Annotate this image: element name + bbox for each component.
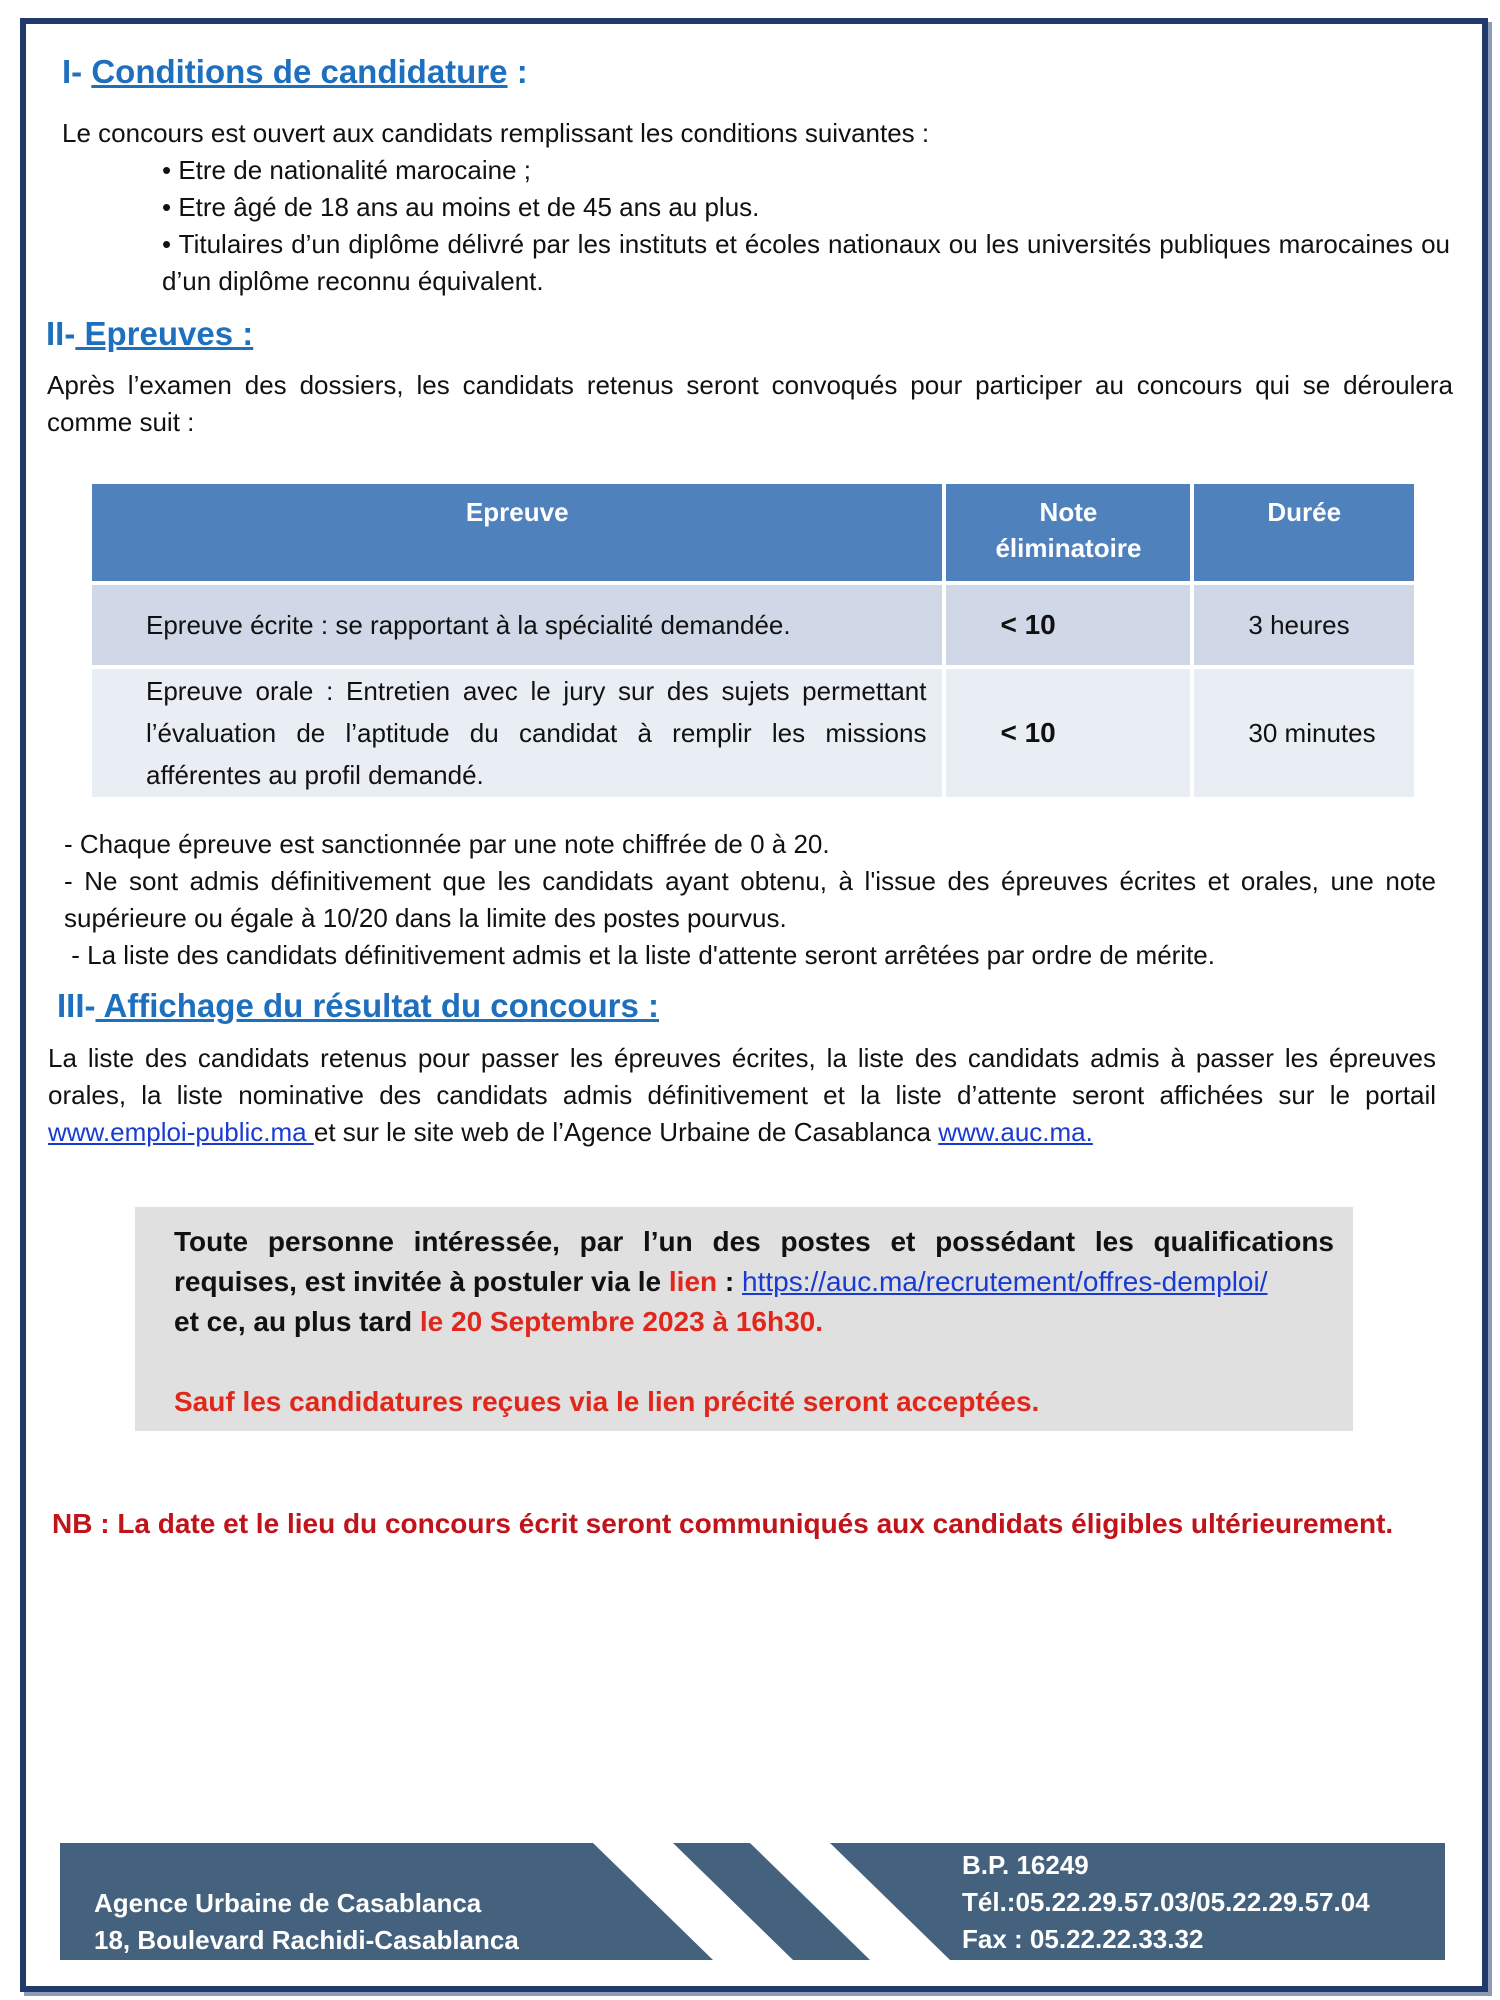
callout-colon: : [717, 1266, 743, 1297]
section-2-prefix: II- [46, 315, 76, 352]
note-ranking: - La liste des candidats définitivement admis et la liste d'attente seront arrêtées par ordre de mérite. [64, 940, 1215, 970]
section-3-text-before: La liste des candidats retenus pour passer les épreuves écrites, la liste des candidats admis à passer les épreuves orales, la liste nominative des candidats admis définitivement et la liste d’attente seront affichées sur le portail [48, 1043, 1436, 1110]
cell-note: < 10 [946, 585, 1190, 665]
section-1-suffix: : [507, 53, 528, 90]
condition-age: • Etre âgé de 18 ans au moins et de 45 ans au plus. [162, 192, 760, 222]
emploi-public-link[interactable]: www.emploi-public.ma [48, 1117, 314, 1147]
table-row [92, 669, 1414, 797]
footer-stripe-2 [750, 1843, 950, 1960]
cell-epreuve: Epreuve orale : Entretien avec le jury sur des sujets permettant l’évaluation de l’aptitude du candidat à remplir les missions afférentes au profil demandé. [92, 669, 942, 797]
section-1-heading [62, 53, 528, 91]
section-3-heading [57, 987, 659, 1025]
section-1-prefix: I- [62, 53, 92, 90]
epreuves-table [88, 480, 1418, 801]
section-2-heading [46, 315, 253, 353]
application-callout-text [174, 1222, 1334, 1422]
section-3-text [48, 1040, 1436, 1151]
section-1-title: Conditions de candidature [91, 53, 508, 90]
footer-stripe-1 [593, 1843, 793, 1960]
table-row [92, 585, 1414, 665]
footer-address: 18, Boulevard Rachidi-Casablanca [94, 1925, 519, 1955]
footer-contact-block [962, 1847, 1370, 1958]
callout-text-2: et ce, au plus tard [174, 1306, 420, 1337]
callout-lien-word: lien [668, 1266, 718, 1297]
note-grading: - Chaque épreuve est sanctionnée par une note chiffrée de 0 à 20. [64, 829, 830, 859]
cell-duree: 3 heures [1194, 585, 1414, 665]
header-duree: Durée [1194, 484, 1414, 581]
section-2-intro: Après l’examen des dossiers, les candidats retenus seront convoqués pour participer au concours qui se déroulera comme suit : [47, 370, 1453, 437]
callout-deadline: le 20 Septembre 2023 à 16h30. [419, 1306, 824, 1337]
callout-text-1: Toute personne intéressée, par l’un des postes et possédant les qualifications requises, est invitée à postuler via le [174, 1226, 1334, 1297]
header-note: Note éliminatoire [946, 484, 1190, 581]
footer-banner [60, 1843, 1445, 1960]
section-3-text-middle: et sur le site web de l’Agence Urbaine de Casablanca [313, 1117, 939, 1147]
application-url-link[interactable]: https://auc.ma/recrutement/offres-demploi/ [742, 1266, 1268, 1297]
nb-note: NB : La date et le lieu du concours écrit seront communiqués aux candidats éligibles ultérieurement. [52, 1508, 1394, 1539]
cell-epreuve: Epreuve écrite : se rapportant à la spécialité demandée. [92, 585, 942, 665]
callout-warning: Sauf les candidatures reçues via le lien précité seront acceptées. [174, 1386, 1040, 1417]
section-3-prefix: III- [57, 987, 96, 1024]
footer-fax: Fax : 05.22.22.33.32 [962, 1924, 1204, 1954]
footer-org: Agence Urbaine de Casablanca [94, 1888, 482, 1918]
section-1-intro: Le concours est ouvert aux candidats remplissant les conditions suivantes : [62, 118, 930, 148]
cell-duree: 30 minutes [1194, 669, 1414, 797]
cell-note: < 10 [946, 669, 1190, 797]
note-admission: - Ne sont admis définitivement que les candidats ayant obtenu, à l'issue des épreuves écrites et orales, une note supérieure ou égale à 10/20 dans la limite des postes pourvus. [64, 866, 1436, 933]
section-3-title: Affichage du résultat du concours : [95, 987, 659, 1024]
header-epreuve: Epreuve [92, 484, 942, 581]
callout-paragraph [174, 1222, 1334, 1342]
table-header-row [92, 484, 1414, 581]
section-2-title: Epreuves : [75, 315, 254, 352]
footer-address-block [94, 1885, 519, 1959]
auc-website-link[interactable]: www.auc.ma. [938, 1117, 1093, 1147]
condition-nationality: • Etre de nationalité marocaine ; [162, 155, 531, 185]
condition-diploma: • Titulaires d’un diplôme délivré par les instituts et écoles nationaux ou les universités publiques marocaines ou d’un diplôme reconnu équivalent. [162, 229, 1450, 296]
footer-bp: B.P. 16249 [962, 1850, 1089, 1880]
footer-tel: Tél.:05.22.29.57.03/05.22.29.57.04 [962, 1887, 1370, 1917]
